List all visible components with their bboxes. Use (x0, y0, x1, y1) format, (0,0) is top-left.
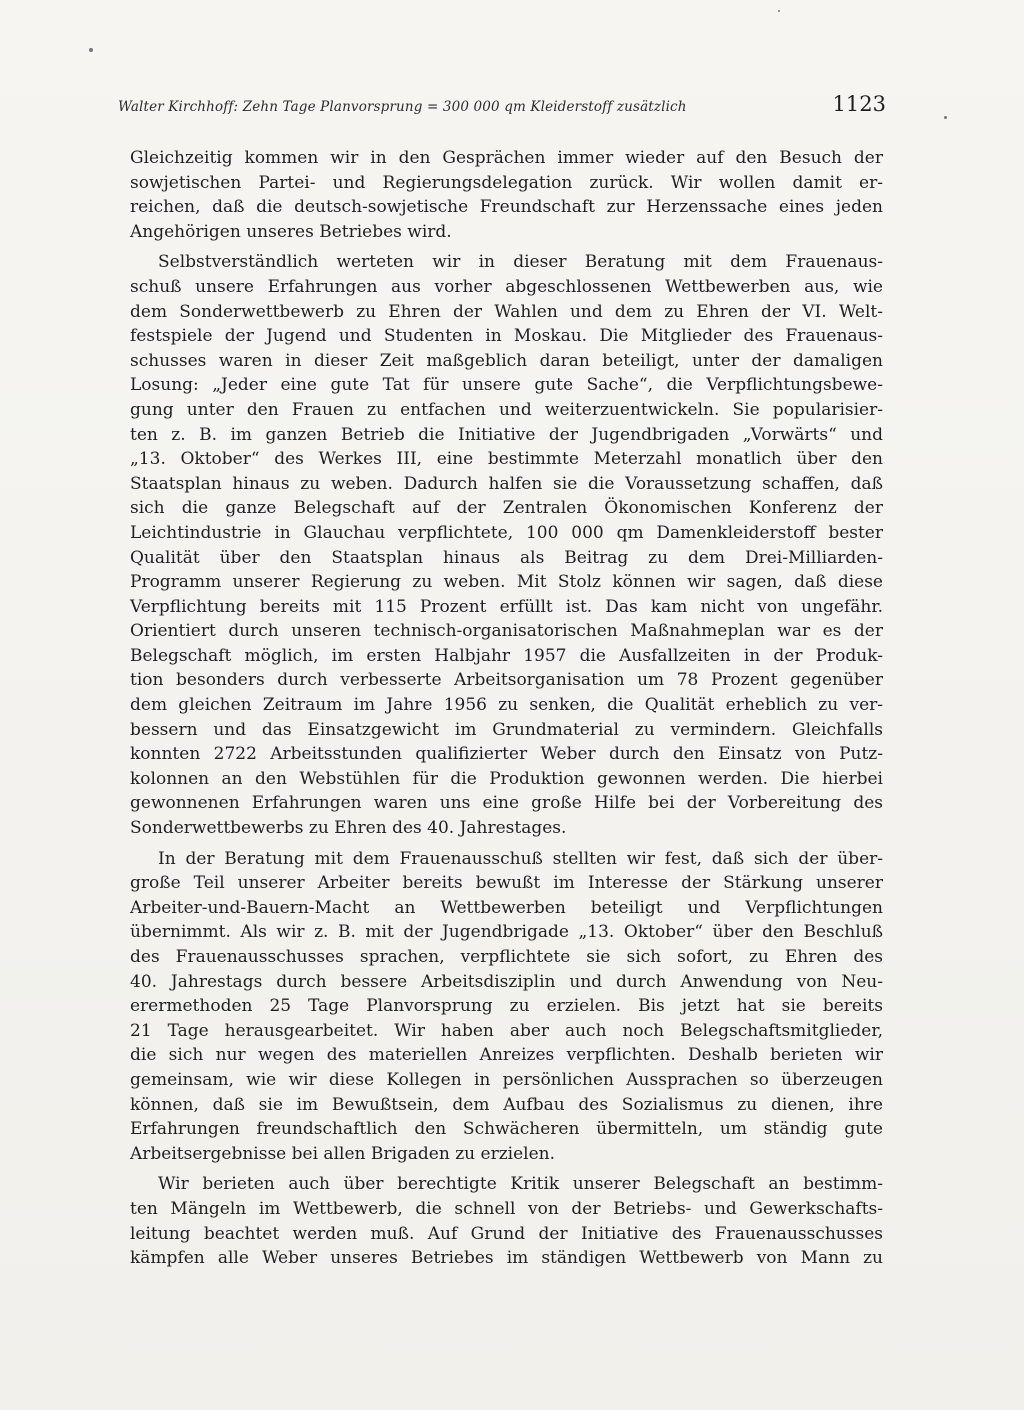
text-line: sich die ganze Belegschaft auf der Zentralen Ökonomischen Konferenz der (130, 498, 883, 519)
body-text (130, 146, 883, 1277)
text-line: sowjetischen Partei- und Regierungsdelegation zurück. Wir wollen damit er- (130, 172, 883, 193)
print-speck (89, 48, 93, 52)
text-line: Arbeiter-und-Bauern-Macht an Wettbewerben beteiligt und Verpflichtungen (130, 897, 883, 918)
text-line: kämpfen alle Weber unseres Betriebes im ständigen Wettbewerb von Mann zu (130, 1248, 883, 1269)
text-line: „13. Oktober“ des Werkes III, eine bestimmte Meterzahl monatlich über den (130, 449, 883, 470)
text-line: Erfahrungen freundschaftlich den Schwächeren übermitteln, um ständig gute (130, 1119, 883, 1140)
text-line: Arbeitsergebnisse bei allen Brigaden zu erzielen. (130, 1143, 556, 1164)
paragraph (130, 1172, 883, 1270)
text-line: Verpflichtung bereits mit 115 Prozent erfüllt ist. Das kam nicht von ungefähr. (130, 596, 883, 617)
text-line: ten Mängeln im Wettbewerb, die schnell von der Betriebs- und Gewerkschafts- (130, 1198, 883, 1219)
text-line: Sonderwettbewerbs zu Ehren des 40. Jahrestages. (130, 818, 567, 839)
text-line: Wir berieten auch über berechtigte Kritik unserer Belegschaft an bestimm- (158, 1174, 883, 1195)
paragraph (130, 146, 883, 244)
paragraph (130, 847, 883, 1167)
text-line: große Teil unserer Arbeiter bereits bewußt im Interesse der Stärkung unserer (130, 873, 883, 894)
text-line: Selbstverständlich werteten wir in dieser Beratung mit dem Frauenaus- (158, 252, 883, 273)
text-line: gemeinsam, wie wir diese Kollegen in persönlichen Aussprachen so überzeugen (130, 1069, 883, 1090)
text-line: tion besonders durch verbesserte Arbeitsorganisation um 78 Prozent gegenüber (130, 670, 883, 691)
paragraph (130, 250, 883, 840)
text-line: Angehörigen unseres Betriebes wird. (130, 221, 452, 242)
text-line: schusses waren in dieser Zeit maßgeblich daran beteiligt, unter der damaligen (130, 350, 883, 371)
print-speck (778, 10, 780, 12)
text-line: bessern und das Einsatzgewicht im Grundmaterial zu vermindern. Gleichfalls (130, 719, 883, 740)
page-number: 1123 (832, 92, 886, 116)
page-header (118, 92, 888, 122)
text-line: leitung beachtet werden muß. Auf Grund der Initiative des Frauenausschusses (130, 1223, 883, 1244)
text-line: schuß unsere Erfahrungen aus vorher abgeschlossenen Wettbewerben aus, wie (130, 276, 883, 297)
text-line: dem Sonderwettbewerb zu Ehren der Wahlen und dem zu Ehren der VI. Welt- (130, 301, 883, 322)
text-line: Programm unserer Regierung zu weben. Mit Stolz können wir sagen, daß diese (130, 572, 883, 593)
text-line: 21 Tage herausgearbeitet. Wir haben aber auch noch Belegschaftsmitglieder, (130, 1020, 883, 1041)
text-line: können, daß sie im Bewußtsein, dem Aufbau des Sozialismus zu dienen, ihre (130, 1094, 883, 1115)
text-line: 40. Jahrestags durch bessere Arbeitsdisziplin und durch Anwendung von Neu- (130, 971, 883, 992)
text-line: erermethoden 25 Tage Planvorsprung zu erzielen. Bis jetzt hat sie bereits (130, 996, 883, 1017)
text-line: Staatsplan hinaus zu weben. Dadurch halfen sie die Voraussetzung schaffen, daß (130, 473, 883, 494)
text-line: übernimmt. Als wir z. B. mit der Jugendbrigade „13. Oktober“ über den Beschluß (130, 922, 883, 943)
text-line: die sich nur wegen des materiellen Anreizes verpflichten. Deshalb berieten wir (130, 1045, 883, 1066)
text-line: Belegschaft möglich, im ersten Halbjahr 1957 die Ausfallzeiten in der Produk- (130, 645, 883, 666)
text-line: gewonnenen Erfahrungen waren uns eine große Hilfe bei der Vorbereitung des (130, 793, 883, 814)
text-line: Qualität über den Staatsplan hinaus als Beitrag zu dem Drei-Milliarden- (130, 547, 883, 568)
text-line: Gleichzeitig kommen wir in den Gesprächen immer wieder auf den Besuch der (130, 148, 883, 168)
print-speck (944, 116, 947, 119)
text-line: dem gleichen Zeitraum im Jahre 1956 zu senken, die Qualität erheblich zu ver- (130, 695, 883, 716)
text-line: kolonnen an den Webstühlen für die Produktion gewonnen werden. Die hierbei (130, 768, 883, 789)
text-line: Leichtindustrie in Glauchau verpflichtete, 100 000 qm Damenkleiderstoff bester (130, 522, 883, 543)
text-line: Losung: „Jeder eine gute Tat für unsere gute Sache“, die Verpflichtungsbewe- (130, 375, 883, 396)
text-line: des Frauenausschusses sprachen, verpflichtete sie sich sofort, zu Ehren des (130, 947, 883, 967)
text-line: konnten 2722 Arbeitsstunden qualifizierter Weber durch den Einsatz von Putz- (130, 744, 883, 765)
running-title: Walter Kirchhoff: Zehn Tage Planvorsprung = 300 000 qm Kleiderstoff zusätzlich (118, 99, 687, 115)
text-line: gung unter den Frauen zu entfachen und weiterzuentwickeln. Sie popularisier- (130, 399, 883, 420)
text-line: In der Beratung mit dem Frauenausschuß stellten wir fest, daß sich der über- (158, 848, 883, 869)
text-line: ten z. B. im ganzen Betrieb die Initiative der Jugendbrigaden „Vorwärts“ und (130, 424, 883, 445)
text-line: reichen, daß die deutsch-sowjetische Freundschaft zur Herzenssache eines jeden (130, 197, 883, 218)
text-line: Orientiert durch unseren technisch-organisatorischen Maßnahmeplan war es der (130, 621, 883, 642)
text-line: festspiele der Jugend und Studenten in Moskau. Die Mitglieder des Frauenaus- (130, 326, 883, 347)
